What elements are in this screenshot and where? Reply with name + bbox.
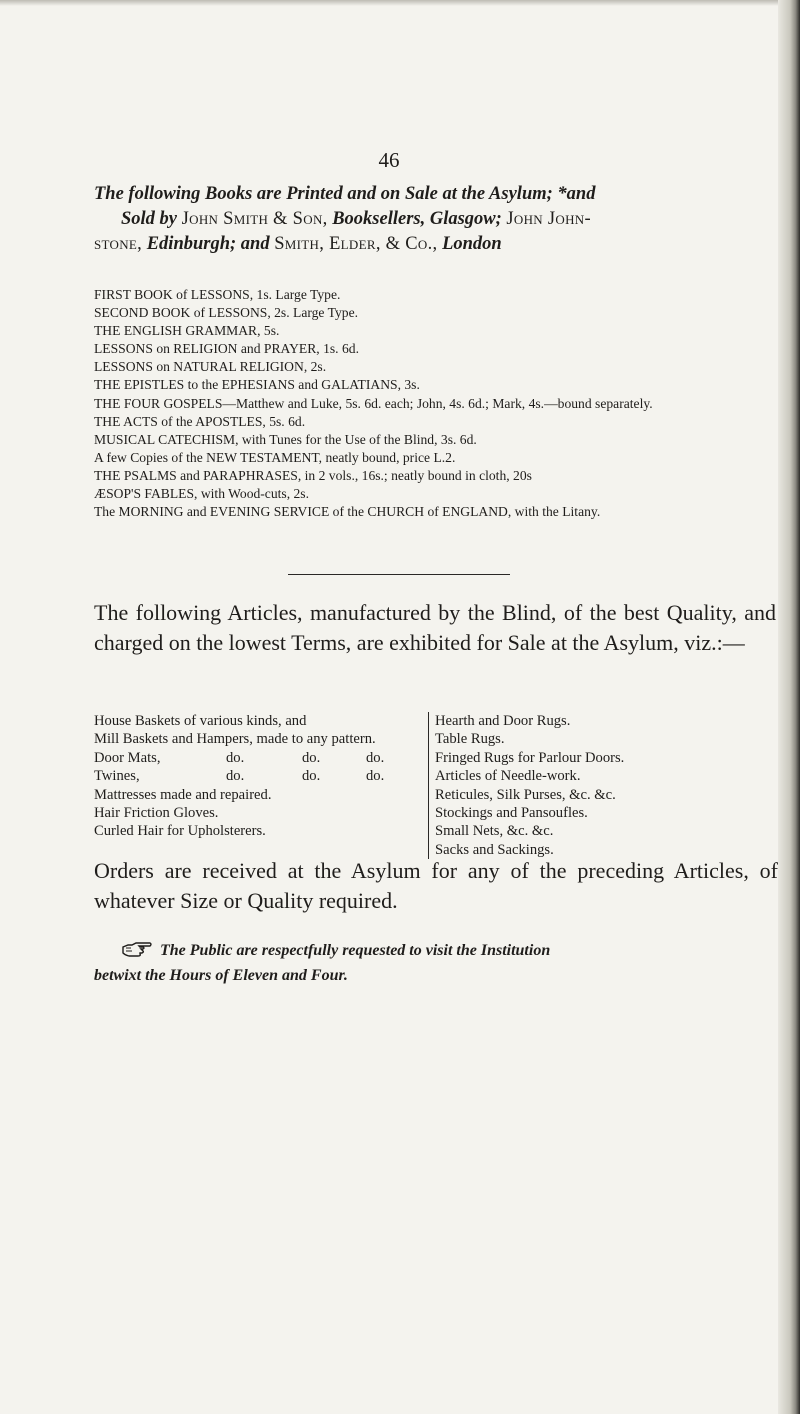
books-heading [94, 182, 744, 257]
book-item: THE PSALMS and PARAPHRASES, in 2 vols., 16s.; neatly bound in cloth, 20s [94, 467, 532, 483]
notice-line-1: The Public are respectfully requested to visit the Institution [160, 942, 551, 959]
publisher-name: Smith, Elder, & Co., [274, 234, 438, 254]
page-number: 46 [378, 148, 400, 172]
article-item: Fringed Rugs for Parlour Doors. [435, 749, 625, 766]
article-item: Reticules, Silk Purses, &c. &c. [435, 786, 616, 803]
article-item: Articles of Needle-work. [435, 768, 581, 785]
book-item: THE ACTS of the APOSTLES, 5s. 6d. [94, 413, 306, 429]
heading-line-3: stone, Edinburgh; and Smith, Elder, & Co., London [94, 234, 502, 254]
publisher-name: John John- [506, 209, 591, 229]
orders-paragraph: Orders are received at the Asylum for any of the preceding Articles, of whatever Size or Quality required. [94, 858, 778, 913]
top-shadow [0, 0, 800, 6]
articles-right-column [428, 712, 775, 859]
article-item: Hearth and Door Rugs. [435, 713, 571, 729]
book-item: ÆSOP'S FABLES, with Wood-cuts, 2s. [94, 486, 309, 502]
article-item-door-mats: Door Mats, do. do. do. [94, 749, 385, 766]
pointing-hand-icon [122, 942, 152, 965]
article-item: Small Nets, &c. &c. [435, 823, 554, 840]
book-item: A few Copies of the NEW TESTAMENT, neatly bound, price L.2. [94, 449, 456, 465]
book-item: MUSICAL CATECHISM, with Tunes for the Use of the Blind, 3s. 6d. [94, 431, 477, 447]
book-item: FIRST BOOK of LESSONS, 1s. Large Type. [94, 287, 341, 302]
heading-line-1: The following Books are Printed and on Sale at the Asylum; *and [94, 184, 596, 204]
article-item: Stockings and Pansoufles. [435, 805, 588, 822]
book-item: LESSONS on NATURAL RELIGION, 2s. [94, 359, 327, 375]
book-item: SECOND BOOK of LESSONS, 2s. Large Type. [94, 305, 359, 321]
book-item: The MORNING and EVENING SERVICE of the CHURCH of ENGLAND, with the Litany. [94, 504, 601, 520]
book-item: THE FOUR GOSPELS—Matthew and Luke, 5s. 6d. each; John, 4s. 6d.; Mark, 4s.—bound separately. [94, 395, 653, 411]
article-item: Mattresses made and repaired. [94, 786, 272, 803]
articles-intro: The following Articles, manufactured by the Blind, of the best Quality, and charged on the lowest Terms, are exhibited for Sale at the Asylum, viz.:— [94, 600, 776, 655]
article-item: Table Rugs. [435, 731, 505, 748]
article-item: Curled Hair for Upholsterers. [94, 823, 266, 840]
article-item: Sacks and Sackings. [435, 841, 554, 858]
visiting-notice [94, 940, 774, 987]
article-item: Mill Baskets and Hampers, made to any pattern. [94, 731, 376, 748]
publisher-name: John Smith & Son, [181, 209, 328, 229]
book-item: THE ENGLISH GRAMMAR, 5s. [94, 323, 280, 339]
page-edge-shadow [778, 0, 800, 1414]
article-item: Hair Friction Gloves. [94, 805, 219, 822]
section-divider [288, 574, 510, 575]
article-item-twines: Twines, do. do. do. [94, 768, 385, 785]
notice-line-2: betwixt the Hours of Eleven and Four. [94, 967, 348, 984]
article-item: House Baskets of various kinds, and [94, 713, 307, 729]
book-list [94, 286, 774, 521]
book-item: LESSONS on RELIGION and PRAYER, 1s. 6d. [94, 341, 359, 357]
articles-left-column [94, 712, 424, 841]
book-item: THE EPISTLES to the EPHESIANS and GALATIANS, 3s. [94, 377, 420, 393]
heading-line-2: Sold by John Smith & Son, Booksellers, Glasgow; John John- [121, 209, 591, 229]
